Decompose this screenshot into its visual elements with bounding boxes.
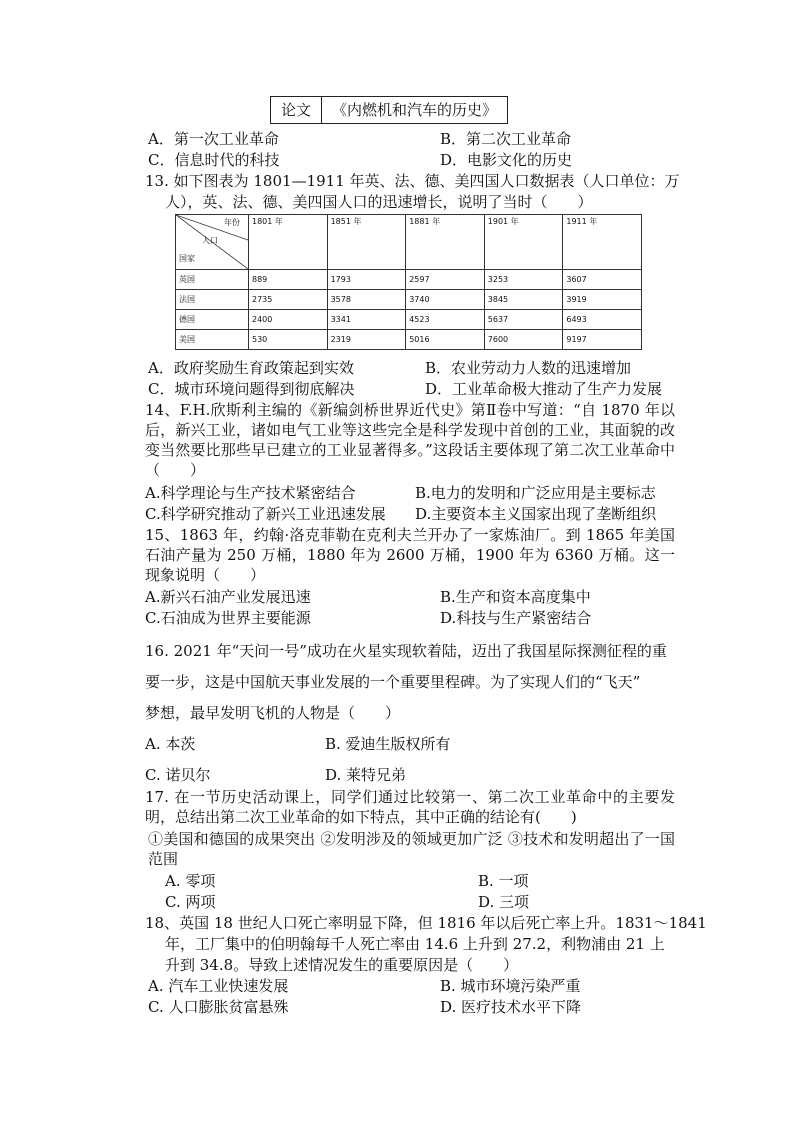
year-header: 1911 年 [563,215,642,270]
table-corner-cell [176,215,249,270]
q17-option-b: B. 一项 [478,872,529,890]
table-row [176,330,642,350]
value-cell: 3607 [563,270,642,290]
value-cell: 9197 [563,330,642,350]
q16-option-c: C. 诺贝尔 [145,766,211,784]
q12-option-b: B．第二次工业革命 [440,130,572,148]
value-cell: 3845 [484,290,563,310]
q13-option-a: A．政府奖励生育政策起到实效 [148,359,354,377]
value-cell: 4523 [406,310,485,330]
q14-option-b: B.电力的发明和广泛应用是主要标志 [415,484,656,502]
year-header: 1801 年 [249,215,328,270]
header-box [270,96,508,124]
table-row [176,290,642,310]
q17-items: ①美国和德国的成果突出 ②发明涉及的领域更加广泛 ③技术和发明超出了一国范围 [148,830,675,868]
country-cell: 法国 [176,290,249,310]
q13-option-d: D．工业革命极大推动了生产力发展 [425,380,663,398]
q18-option-b: B. 城市环境污染严重 [440,977,581,995]
table-row [176,310,642,330]
q15-option-b: B.生产和资本高度集中 [440,588,591,606]
header-box-left: 论文 [271,97,322,124]
population-table [175,214,642,350]
corner-pop-label: 人口 [202,236,218,245]
value-cell: 889 [249,270,328,290]
q12-option-c: C．信息时代的科技 [148,151,280,169]
q18-option-a: A. 汽车工业快速发展 [148,977,289,995]
value-cell: 2735 [249,290,328,310]
q17-stem: 17. 在一节历史活动课上，同学们通过比较第一、第二次工业革命中的主要发明，总结出第二次工业革命的如下特点，其中正确的结论有( ) [145,788,675,826]
q15-stem: 15、1863 年，约翰·洛克菲勒在克利夫兰开办了一家炼油厂。到 1865 年美国石油产量为 250 万桶，1880 年为 2600 万桶，1900 年为 6360 万桶。这一现象说明（ ） [145,526,675,584]
q16-line3: 梦想，最早发明飞机的人物是（ ） [145,704,401,722]
value-cell: 2597 [406,270,485,290]
country-cell: 德国 [176,310,249,330]
q15-option-a: A.新兴石油产业发展迅速 [145,588,311,606]
corner-country-label: 国家 [179,254,195,263]
q15-option-d: D.科技与生产紧密结合 [440,609,592,627]
value-cell: 6493 [563,310,642,330]
q12-option-d: D．电影文化的历史 [440,151,573,169]
value-cell: 3341 [327,310,406,330]
value-cell: 5016 [406,330,485,350]
value-cell: 2319 [327,330,406,350]
q16-option-b: B. 爱迪生版权所有 [325,735,451,753]
q12-option-a: A．第一次工业革命 [148,130,279,148]
value-cell: 7600 [484,330,563,350]
q14-stem: 14、F.H.欣斯利主编的《新编剑桥世界近代史》第Ⅱ卷中写道：“自 1870 年以后，新兴工业，诸如电气工业等这些完全是科学发现中首创的工业，其面貌的改变当然要比那些早已建立的工业显著得多。”这段话主要体现了第二次工业革命中（ ） [145,401,675,479]
q18-line1: 18、英国 18 世纪人口死亡率明显下降，但 1816 年以后死亡率上升。1831～1841 [145,914,707,932]
value-cell: 3740 [406,290,485,310]
q13-stem-line1: 13. 如下图表为 1801—1911 年英、法、德、美四国人口数据表（人口单位：万 [145,172,680,190]
q16-line2: 要一步，这是中国航天事业发展的一个重要里程碑。为了实现人们的“飞天” [145,673,641,691]
q18-line3: 升到 34.8。导致上述情况发生的重要原因是（ ） [165,956,519,974]
q18-option-d: D. 医疗技术水平下降 [440,998,582,1016]
q14-option-d: D.主要资本主义国家出现了垄断组织 [415,505,657,523]
q13-option-c: C．城市环境问题得到彻底解决 [148,380,355,398]
value-cell: 3919 [563,290,642,310]
q13-option-b: B．农业劳动力人数的迅速增加 [425,359,632,377]
value-cell: 1793 [327,270,406,290]
q16-option-d: D. 莱特兄弟 [325,766,407,784]
year-header: 1881 年 [406,215,485,270]
table-row [176,270,642,290]
q14-option-c: C.科学研究推动了新兴工业迅速发展 [145,505,386,523]
q14-option-a: A.科学理论与生产技术紧密结合 [145,484,356,502]
corner-year-label: 年份 [224,218,240,227]
q15-option-c: C.石油成为世界主要能源 [145,609,311,627]
q17-option-d: D. 三项 [478,893,530,911]
q13-stem-line2: 人），英、法、德、美四国人口的迅速增长，说明了当时（ ） [165,193,593,211]
value-cell: 5637 [484,310,563,330]
value-cell: 3578 [327,290,406,310]
value-cell: 2400 [249,310,328,330]
value-cell: 3253 [484,270,563,290]
q16-line1: 16. 2021 年“天问一号”成功在火星实现软着陆，迈出了我国星际探测征程的重 [145,642,667,660]
q16-option-a: A. 本茨 [145,735,196,753]
q18-option-c: C. 人口膨胀贫富悬殊 [148,998,289,1016]
q17-option-c: C. 两项 [165,893,216,911]
header-box-right: 《内燃机和汽车的历史》 [322,97,508,124]
country-cell: 英国 [176,270,249,290]
value-cell: 530 [249,330,328,350]
q17-option-a: A. 零项 [165,872,216,890]
q18-line2: 年，工厂集中的伯明翰每千人死亡率由 14.6 上升到 27.2，利物浦由 21 上 [165,935,665,953]
year-header: 1901 年 [484,215,563,270]
year-header: 1851 年 [327,215,406,270]
country-cell: 美国 [176,330,249,350]
